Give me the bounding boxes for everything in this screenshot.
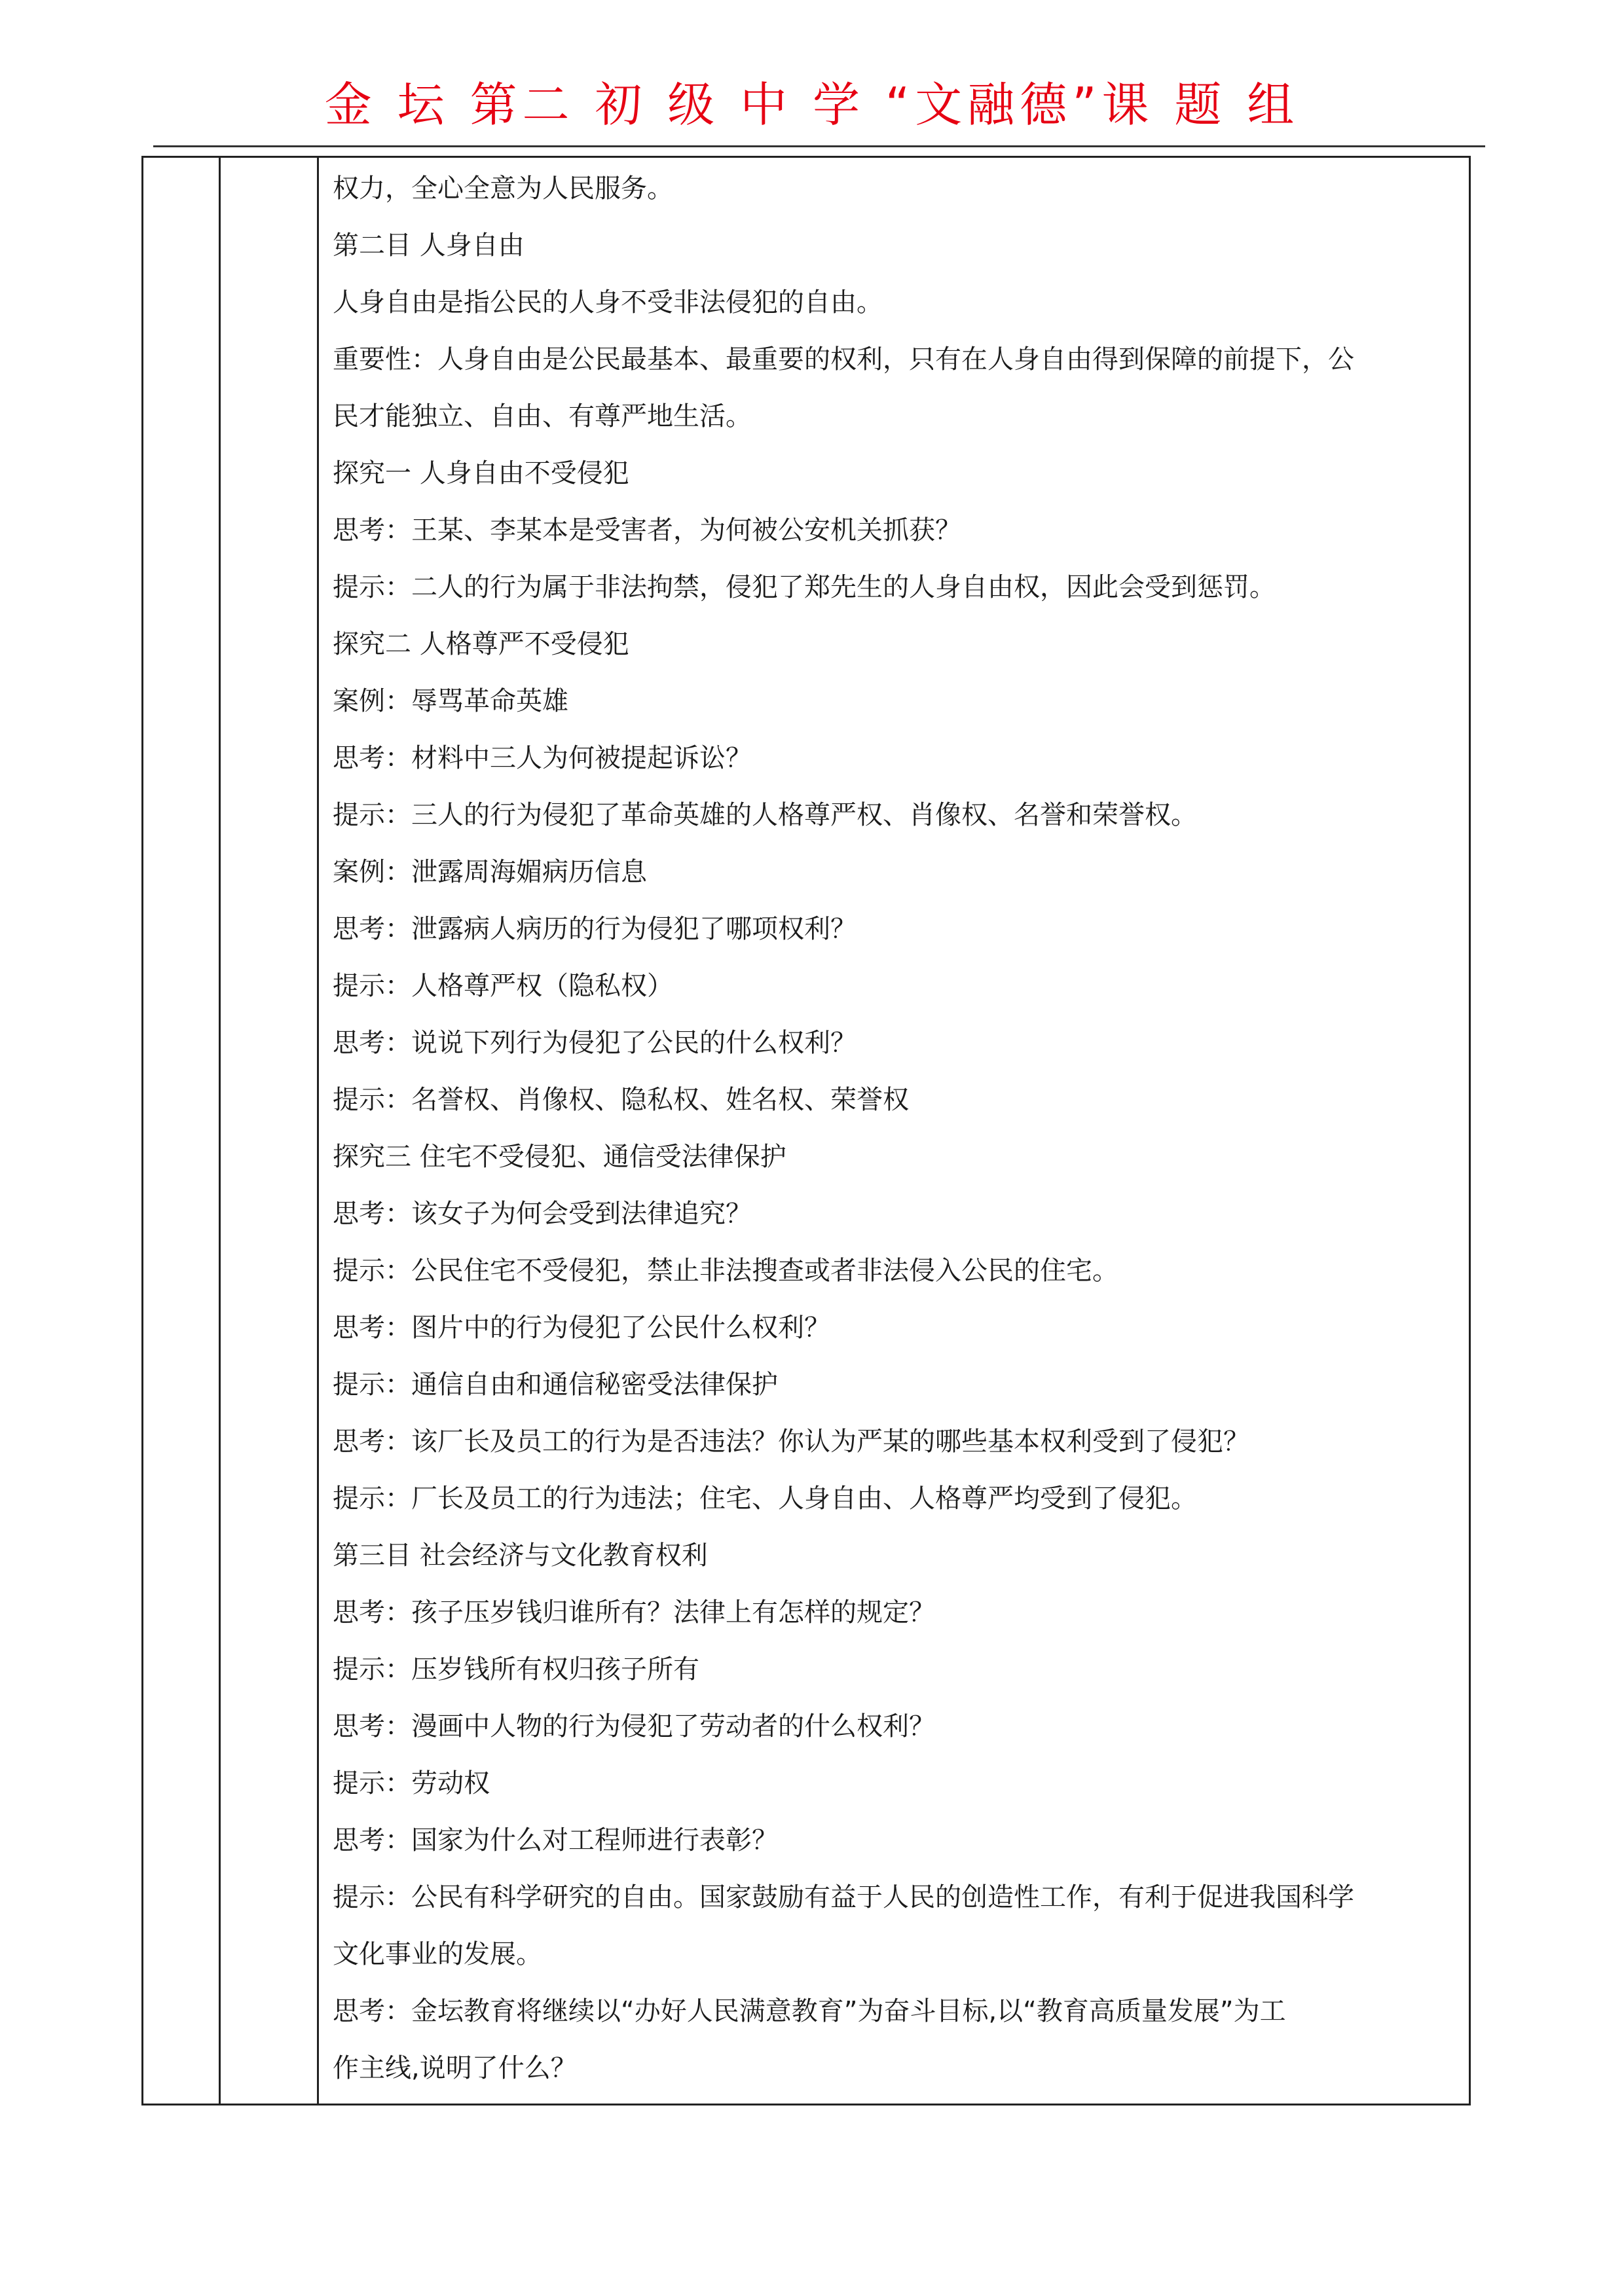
content-line: 思考：材料中三人为何被提起诉讼？ xyxy=(333,743,752,773)
content-line: 文化事业的发展。 xyxy=(333,1939,542,1969)
content-line: 思考：孩子压岁钱归谁所有？法律上有怎样的规定？ xyxy=(333,1597,935,1628)
content-line: 重要性：人身自由是公民最基本、最重要的权利，只有在人身自由得到保障的前提下，公 xyxy=(333,344,1354,374)
content-line: 提示：厂长及员工的行为违法；住宅、人身自由、人格尊严均受到了侵犯。 xyxy=(333,1484,1197,1514)
content-line: 思考：国家为什么对工程师进行表彰？ xyxy=(333,1825,778,1855)
content-line: 探究二 人格尊严不受侵犯 xyxy=(333,629,629,659)
content-line: 探究三 住宅不受侵犯、通信受法律保护 xyxy=(333,1142,786,1172)
document-header-title: 金 坛 第二 初 级 中 学 “文融德”课 题 组 xyxy=(324,77,1300,132)
content-line: 民才能独立、自由、有尊严地生活。 xyxy=(333,401,752,431)
content-line: 案例：泄露周海媚病历信息 xyxy=(333,857,647,887)
content-line: 第二目 人身自由 xyxy=(333,230,525,261)
table-column-divider-2 xyxy=(317,158,319,2104)
content-line: 提示：公民住宅不受侵犯，禁止非法搜查或者非法侵入公民的住宅。 xyxy=(333,1256,1118,1286)
content-line: 第三目 社会经济与文化教育权利 xyxy=(333,1540,708,1571)
content-line: 思考：金坛教育将继续以“办好人民满意教育”为奋斗目标,以“教育高质量发展”为工 xyxy=(333,1996,1286,2026)
content-line: 思考：王某、李某本是受害者，为何被公安机关抓获？ xyxy=(333,515,961,545)
content-line: 思考：该女子为何会受到法律追究？ xyxy=(333,1199,752,1229)
content-line: 作主线,说明了什么？ xyxy=(333,2053,577,2083)
content-line: 权力，全心全意为人民服务。 xyxy=(333,173,673,204)
header-divider xyxy=(153,145,1485,147)
content-line: 案例：辱骂革命英雄 xyxy=(333,686,568,716)
content-line: 提示：名誉权、肖像权、隐私权、姓名权、荣誉权 xyxy=(333,1085,909,1115)
content-line: 提示：通信自由和通信秘密受法律保护 xyxy=(333,1370,778,1400)
content-line: 提示：公民有科学研究的自由。国家鼓励有益于人民的创造性工作，有利于促进我国科学 xyxy=(333,1882,1354,1912)
content-line: 提示：人格尊严权（隐私权） xyxy=(333,971,673,1001)
content-line: 提示：劳动权 xyxy=(333,1768,490,1798)
content-line: 提示：三人的行为侵犯了革命英雄的人格尊严权、肖像权、名誉和荣誉权。 xyxy=(333,800,1197,830)
content-line: 人身自由是指公民的人身不受非法侵犯的自由。 xyxy=(333,287,883,318)
table-column-divider-1 xyxy=(219,158,221,2104)
lesson-content xyxy=(333,160,1459,2097)
content-line: 探究一 人身自由不受侵犯 xyxy=(333,458,629,488)
content-line: 思考：说说下列行为侵犯了公民的什么权利？ xyxy=(333,1028,857,1058)
content-line: 提示：二人的行为属于非法拘禁，侵犯了郑先生的人身自由权，因此会受到惩罚。 xyxy=(333,572,1276,602)
content-line: 思考：泄露病人病历的行为侵犯了哪项权利？ xyxy=(333,914,857,944)
content-line: 思考：图片中的行为侵犯了公民什么权利？ xyxy=(333,1313,830,1343)
content-line: 思考：漫画中人物的行为侵犯了劳动者的什么权利？ xyxy=(333,1711,935,1741)
content-line: 思考：该厂长及员工的行为是否违法？你认为严某的哪些基本权利受到了侵犯？ xyxy=(333,1427,1249,1457)
content-line: 提示：压岁钱所有权归孩子所有 xyxy=(333,1654,699,1685)
